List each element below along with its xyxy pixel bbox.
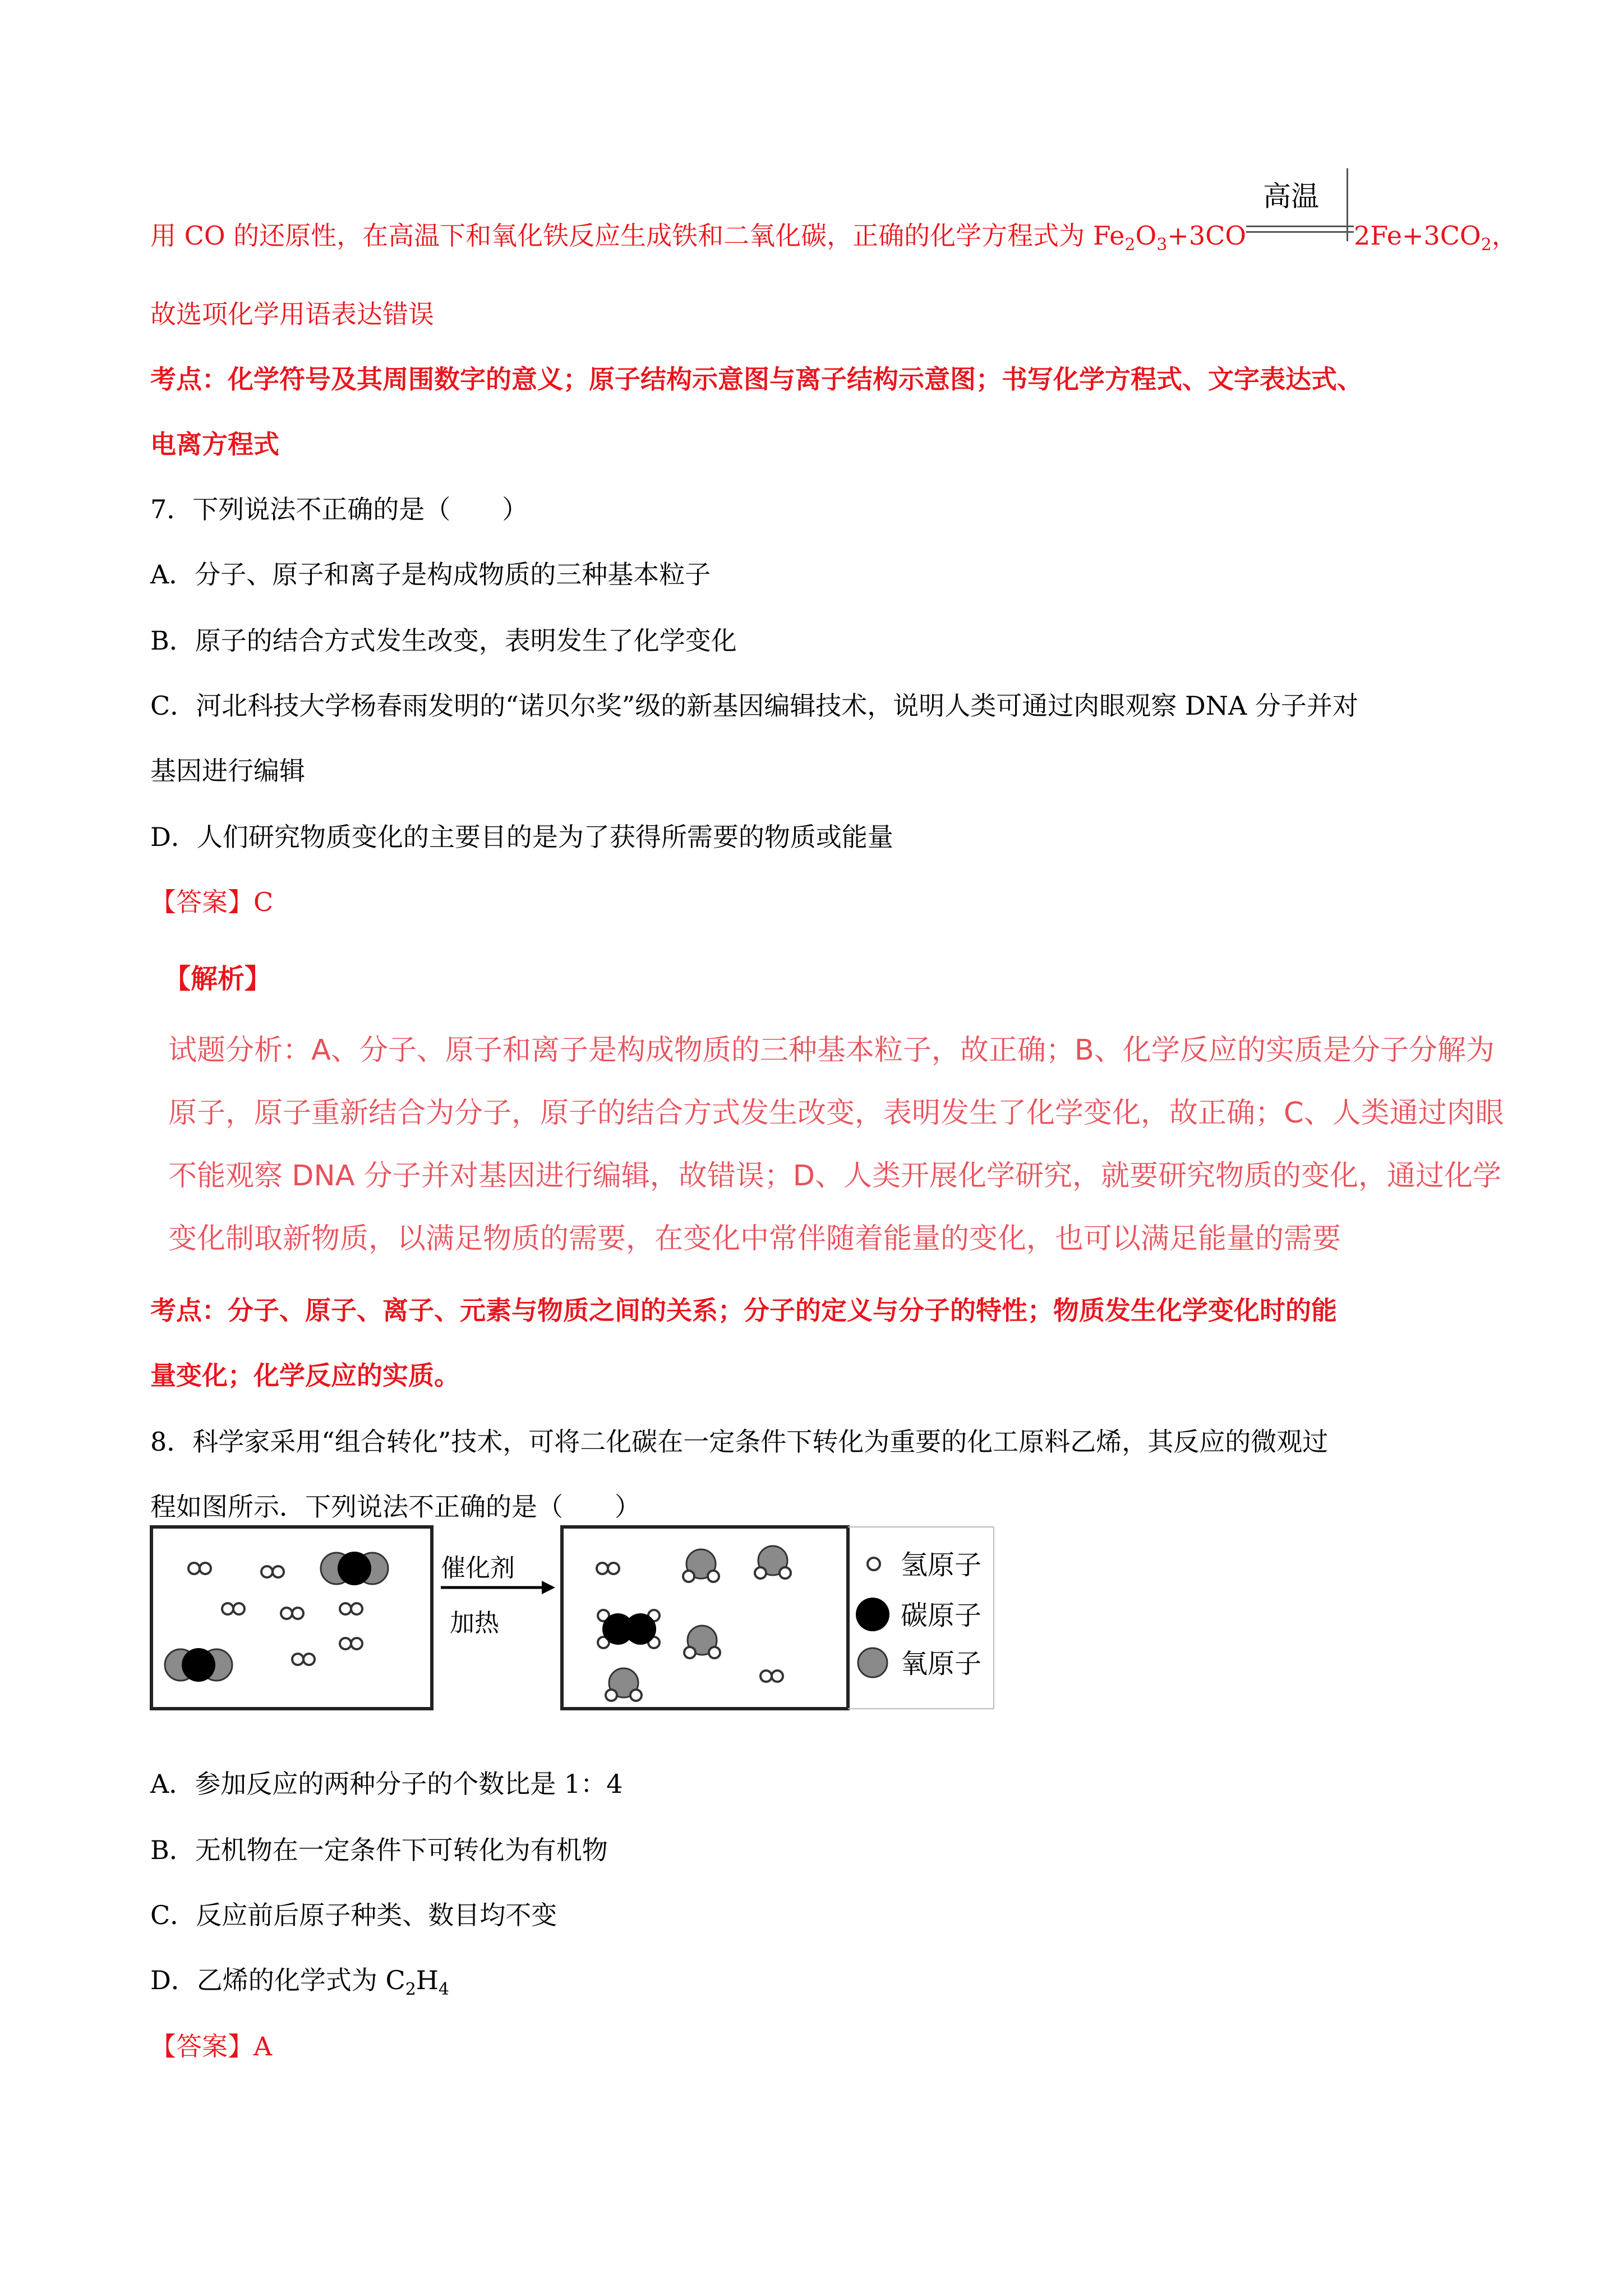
option-b: B．原子的结合方式发生改变，表明发生了化学变化: [150, 625, 737, 656]
carbon-atom-legend-icon: [856, 1598, 889, 1631]
heating-label: 加热: [450, 1609, 499, 1637]
arrow-head: [542, 1581, 555, 1594]
vertical-bar: [1347, 168, 1348, 241]
analysis-header: 【解析】: [164, 963, 272, 995]
equation-line: [150, 180, 1518, 255]
equation-text: 用 CO 的还原性，在高温下和氧化铁反应生成铁和二氧化碳，正确的化学方程式为 Fe: [150, 220, 1125, 251]
kaodian-text: 考点：化学符号及其周围数字的意义；原子结构示意图与离子结构示意图；书写化学方程式、文字表达式、: [150, 364, 1363, 394]
question-stem: 7．下列说法不正确的是（ ）: [150, 494, 528, 524]
option-d-text: H: [416, 1965, 439, 1995]
equation-text: 2Fe+3CO: [1354, 220, 1481, 251]
option-a: A．分子、原子和离子是构成物质的三种基本粒子: [150, 559, 711, 590]
analysis-text: 变化制取新物质，以满足物质的需要，在变化中常伴随着能量的变化，也可以满足能量的需要: [168, 1222, 1341, 1255]
kaodian-text: 电离方程式: [150, 429, 279, 459]
oxygen-atom-legend-icon: [858, 1648, 887, 1677]
catalyst-label: 催化剂: [441, 1554, 515, 1582]
equation-text: O: [1135, 220, 1157, 251]
option-c: C．反应前后原子种类、数目均不变: [150, 1900, 557, 1930]
kaodian-text: 量变化；化学反应的实质。: [150, 1360, 460, 1391]
question-stem-continued: 程如图所示．下列说法不正确的是（ ）: [150, 1492, 640, 1522]
subscript: 2: [405, 1980, 416, 2000]
option-a: A．参加反应的两种分子的个数比是 1：4: [150, 1769, 623, 1799]
legend-carbon-label: 碳原子: [901, 1600, 982, 1631]
option-c-continued: 基因进行编辑: [150, 756, 305, 786]
subscript: 3: [1156, 235, 1168, 255]
option-d-text: D．乙烯的化学式为 C: [150, 1965, 405, 1995]
reaction-condition-sign: [1246, 180, 1354, 245]
option-c: C．河北科技大学杨春雨发明的“诺贝尔奖”级的新基因编辑技术，说明人类可通过肉眼观察 DNA 分子并对: [150, 691, 1358, 721]
double-line-bottom: [1246, 231, 1354, 233]
kaodian-text: 考点：分子、原子、离子、元素与物质之间的关系；分子的定义与分子的特性；物质发生化学变化时的能: [150, 1295, 1337, 1326]
reaction-diagram: [149, 1525, 996, 1711]
analysis-text: 试题分析：A、分子、原子和离子是构成物质的三种基本粒子，故正确；B、化学反应的实质是分子分解为: [168, 1034, 1495, 1067]
equation-text: ，: [1491, 220, 1518, 251]
subscript: 2: [1124, 235, 1136, 255]
subscript: 2: [1481, 235, 1492, 255]
option-d: D．人们研究物质变化的主要目的是为了获得所需要的物质或能量: [150, 822, 893, 852]
analysis-text: 原子，原子重新结合为分子，原子的结合方式发生改变，表明发生了化学变化，故正确；C、人类通过肉眼: [168, 1097, 1504, 1130]
double-line-top: [1246, 226, 1354, 227]
co2-molecule: [321, 1552, 388, 1585]
option-b: B．无机物在一定条件下可转化为有机物: [150, 1835, 608, 1865]
reaction-condition: 高温: [1263, 180, 1320, 213]
subscript: 4: [438, 1980, 450, 2000]
equation-text: +3CO: [1167, 220, 1247, 251]
legend-oxygen-label: 氧原子: [901, 1648, 982, 1680]
conclusion-text: 故选项化学用语表达错误: [150, 299, 434, 329]
hydrogen-atom-legend-icon: [868, 1558, 880, 1570]
question-stem: 8．科学家采用“组合转化”技术，可将二化碳在一定条件下转化为重要的化工原料乙烯，其反应的微观过: [150, 1427, 1329, 1457]
legend-hydrogen-label: 氢原子: [901, 1549, 982, 1581]
answer: 【答案】C: [150, 887, 274, 917]
option-d: [150, 1960, 1473, 1999]
analysis-text: 不能观察 DNA 分子并对基因进行编辑，故错误；D、人类开展化学研究，就要研究物质的变化，通过化学: [168, 1159, 1502, 1193]
answer: 【答案】A: [150, 2031, 273, 2062]
reactants-box: [151, 1527, 432, 1709]
co2-molecule: [165, 1648, 232, 1682]
